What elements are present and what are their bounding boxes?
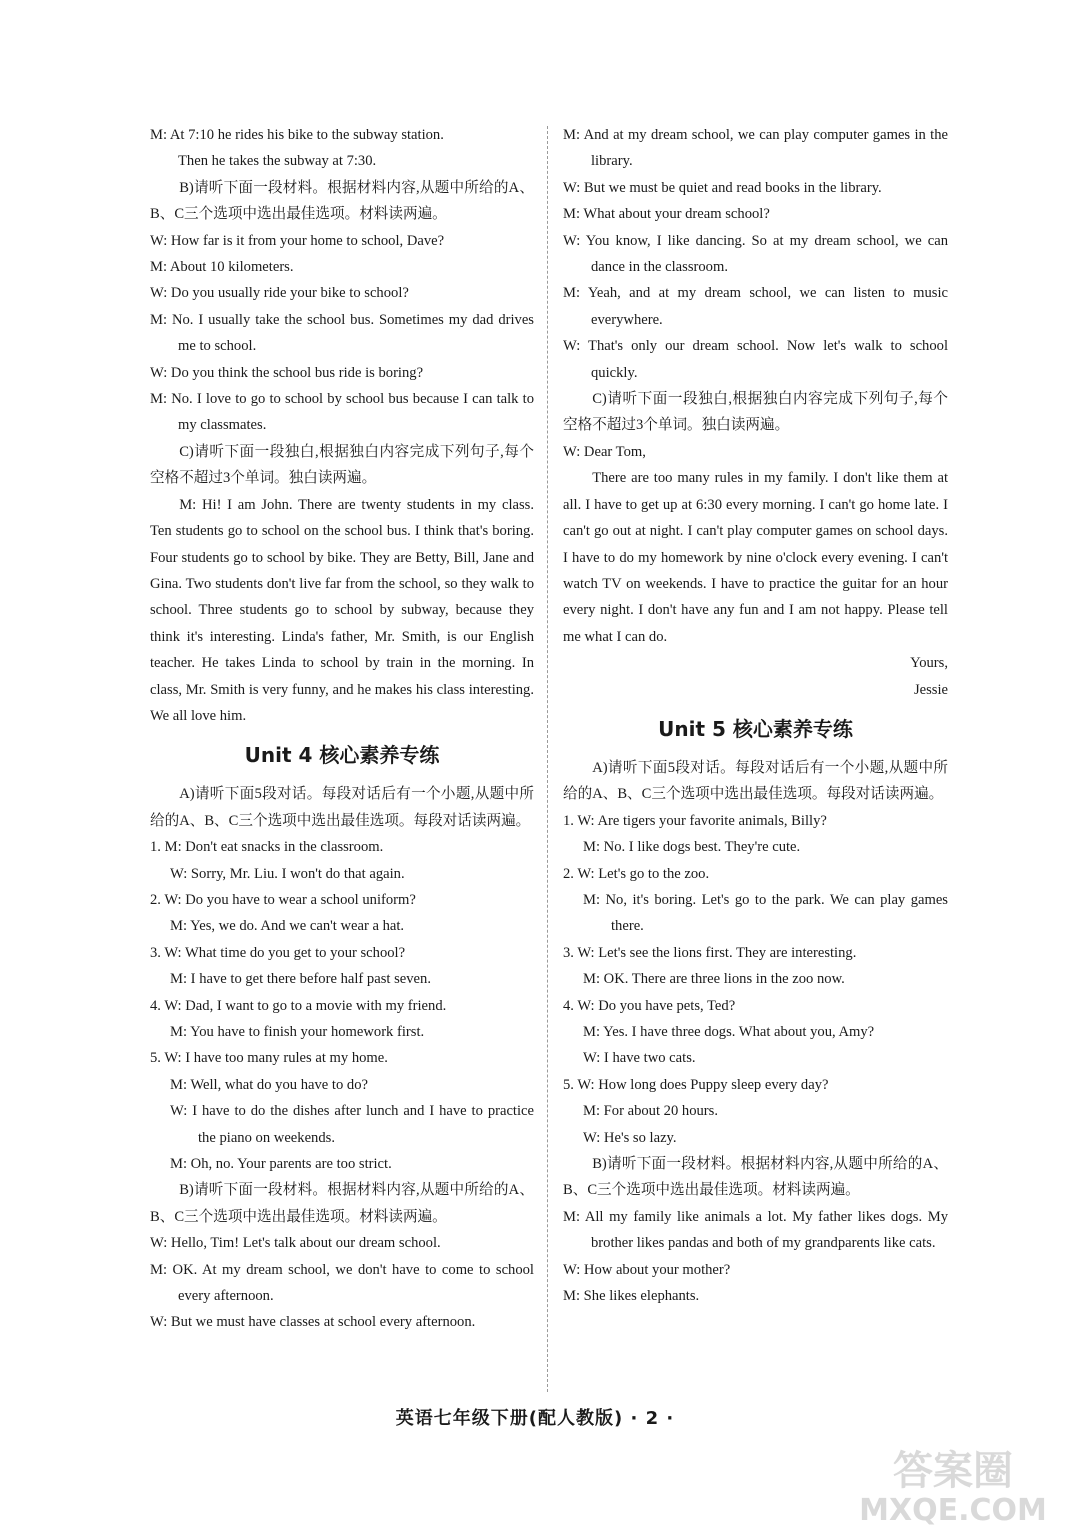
text-line: Yours, [910,655,948,672]
text-line: 1. W: Are tigers your favorite animals, Billy? [563,812,827,829]
text-line: 3. W: Let's see the lions first. They are interesting. [563,944,857,961]
text-line: W: I have two cats. [583,1050,696,1067]
svg-text:答案圈: 答案圈 [893,1448,1013,1494]
text-line: M: OK. At my dream school, we don't have to come to school every afternoon. [150,1261,534,1305]
text-line: M: OK. There are three lions in the zoo now. [583,971,845,988]
text-line: M: You have to finish your homework first. [170,1024,425,1040]
text-line: 2. W: Let's go to the zoo. [563,865,710,882]
text-line: M: About 10 kilometers. [150,259,294,276]
text-line: There are too many rules in my family. I don't like them at all. I have to get up at 6:30 every morning. I can't go home late. I can't go out at night. I can't play computer games on school days. I have to do my homework by nine o'clock every evening. I can't watch TV on weekends. I have to practice the guitar for an hour every night. I don't have any fun and I am not happy. Please tell me what I can do. [563,470,948,645]
text-line: M: Yes, we do. And we can't wear a hat. [170,918,405,935]
text-line: Jessie [913,681,948,698]
text-line: M: No. I usually take the school bus. Sometimes my dad drives me to school. [150,311,534,355]
text-line: 1. M: Don't eat snacks in the classroom. [150,839,384,856]
text-line: M: No. I like dogs best. They're cute. [583,839,801,856]
text-line: B)请听下面一段材料。根据材料内容,从题中所给的A、B、C三个选项中选出最佳选项。材料读两遍。 [563,1156,948,1199]
text-line: M: No, it's boring. Let's go to the park. We can play games there. [583,891,948,935]
text-line: W: That's only our dream school. Now let's walk to school quickly. [563,338,948,381]
text-line: M: Hi! I am John. There are twenty students in my class. Ten students go to school on the school bus. I think that's boring. Four students go to school by bike. They are Betty, Bill, Jane and Gina. Two students don't live far from the school, so they walk to school. Three students go to school by subway, because they think it's interesting. Linda's father, Mr. Smith, is our English teacher. He takes Linda to school by train in the morning. In class, Mr. Smith is very funny, and he makes his class interesting. We all love him. [150,496,534,724]
text-line: M: Yes. I have three dogs. What about you, Amy? [583,1024,875,1040]
text-line: C)请听下面一段独白,根据独白内容完成下列句子,每个空格不超过3个单词。独白读两遍。 [563,391,948,434]
text-line: 3. W: What time do you get to your school? [150,944,406,961]
text-line: A)请听下面5段对话。每段对话后有一个小题,从题中所给的A、B、C三个选项中选出最佳选项。每段对话读两遍。 [563,759,948,803]
text-line: M: She likes elephants. [563,1288,700,1305]
text-line: A)请听下面5段对话。每段对话后有一个小题,从题中所给的A、B、C三个选项中选出最佳选项。每段对话读两遍。 [150,786,534,829]
text-line: M: What about your dream school? [563,206,770,223]
text-line: W: He's so lazy. [583,1129,677,1146]
text-line: W: But we must be quiet and read books in the library. [563,179,882,196]
section-heading: Unit 5 核心素养专练 [658,716,853,741]
text-line: W: You know, I like dancing. So at my dream school, we can dance in the classroom. [563,232,948,276]
text-line: W: Hello, Tim! Let's talk about our dream school. [150,1235,441,1252]
text-line: W: How about your mother? [563,1261,731,1278]
text-line: 5. W: How long does Puppy sleep every day? [563,1076,829,1093]
right-column [563,122,948,1309]
text-line: W: Do you usually ride your bike to school? [150,285,409,302]
text-line: M: I have to get there before half past seven. [170,971,431,988]
text-line: W: But we must have classes at school every afternoon. [150,1314,476,1331]
text-line: 4. W: Do you have pets, Ted? [563,997,736,1014]
text-line: M: Yeah, and at my dream school, we can listen to music everywhere. [563,285,948,328]
text-line: M: Oh, no. Your parents are too strict. [170,1156,392,1173]
text-line: 2. W: Do you have to wear a school uniform? [150,891,416,908]
page-footer: 英语七年级下册(配人教版) · 2 · [395,1408,675,1429]
text-line: M: Well, what do you have to do? [170,1076,368,1093]
text-line: W: Dear Tom, [563,443,646,460]
text-line: W: Sorry, Mr. Liu. I won't do that again. [170,865,405,882]
section-heading: Unit 4 核心素养专练 [244,743,440,768]
text-line: M: For about 20 hours. [583,1103,718,1120]
text-line: M: All my family like animals a lot. My father likes dogs. My brother likes pandas and both of my grandparents like cats. [563,1208,948,1252]
text-line: M: And at my dream school, we can play computer games in the library. [563,127,948,170]
svg-text:MXQE.COM: MXQE.COM [859,1493,1047,1528]
text-line: B)请听下面一段材料。根据材料内容,从题中所给的A、B、C三个选项中选出最佳选项。材料读两遍。 [150,179,534,223]
text-line: C)请听下面一段独白,根据独白内容完成下列句子,每个空格不超过3个单词。独白读两遍。 [150,443,534,487]
text-line: 4. W: Dad, I want to go to a movie with my friend. [150,997,447,1014]
text-line: W: I have to do the dishes after lunch and I have to practice the piano on weekends. [170,1103,534,1146]
text-line: M: At 7:10 he rides his bike to the subway station. [150,127,444,143]
column-divider [547,126,548,1392]
text-line: 5. W: I have too many rules at my home. [150,1050,388,1067]
text-line: M: No. I love to go to school by school bus because I can talk to my classmates. [150,391,534,434]
text-line: B)请听下面一段材料。根据材料内容,从题中所给的A、B、C三个选项中选出最佳选项。材料读两遍。 [150,1182,534,1225]
left-column [150,122,534,1336]
watermark-logo [858,1438,1048,1530]
text-line: W: Do you think the school bus ride is boring? [150,364,424,381]
text-line: W: How far is it from your home to school, Dave? [150,232,445,249]
text-line: Then he takes the subway at 7:30. [178,153,377,170]
